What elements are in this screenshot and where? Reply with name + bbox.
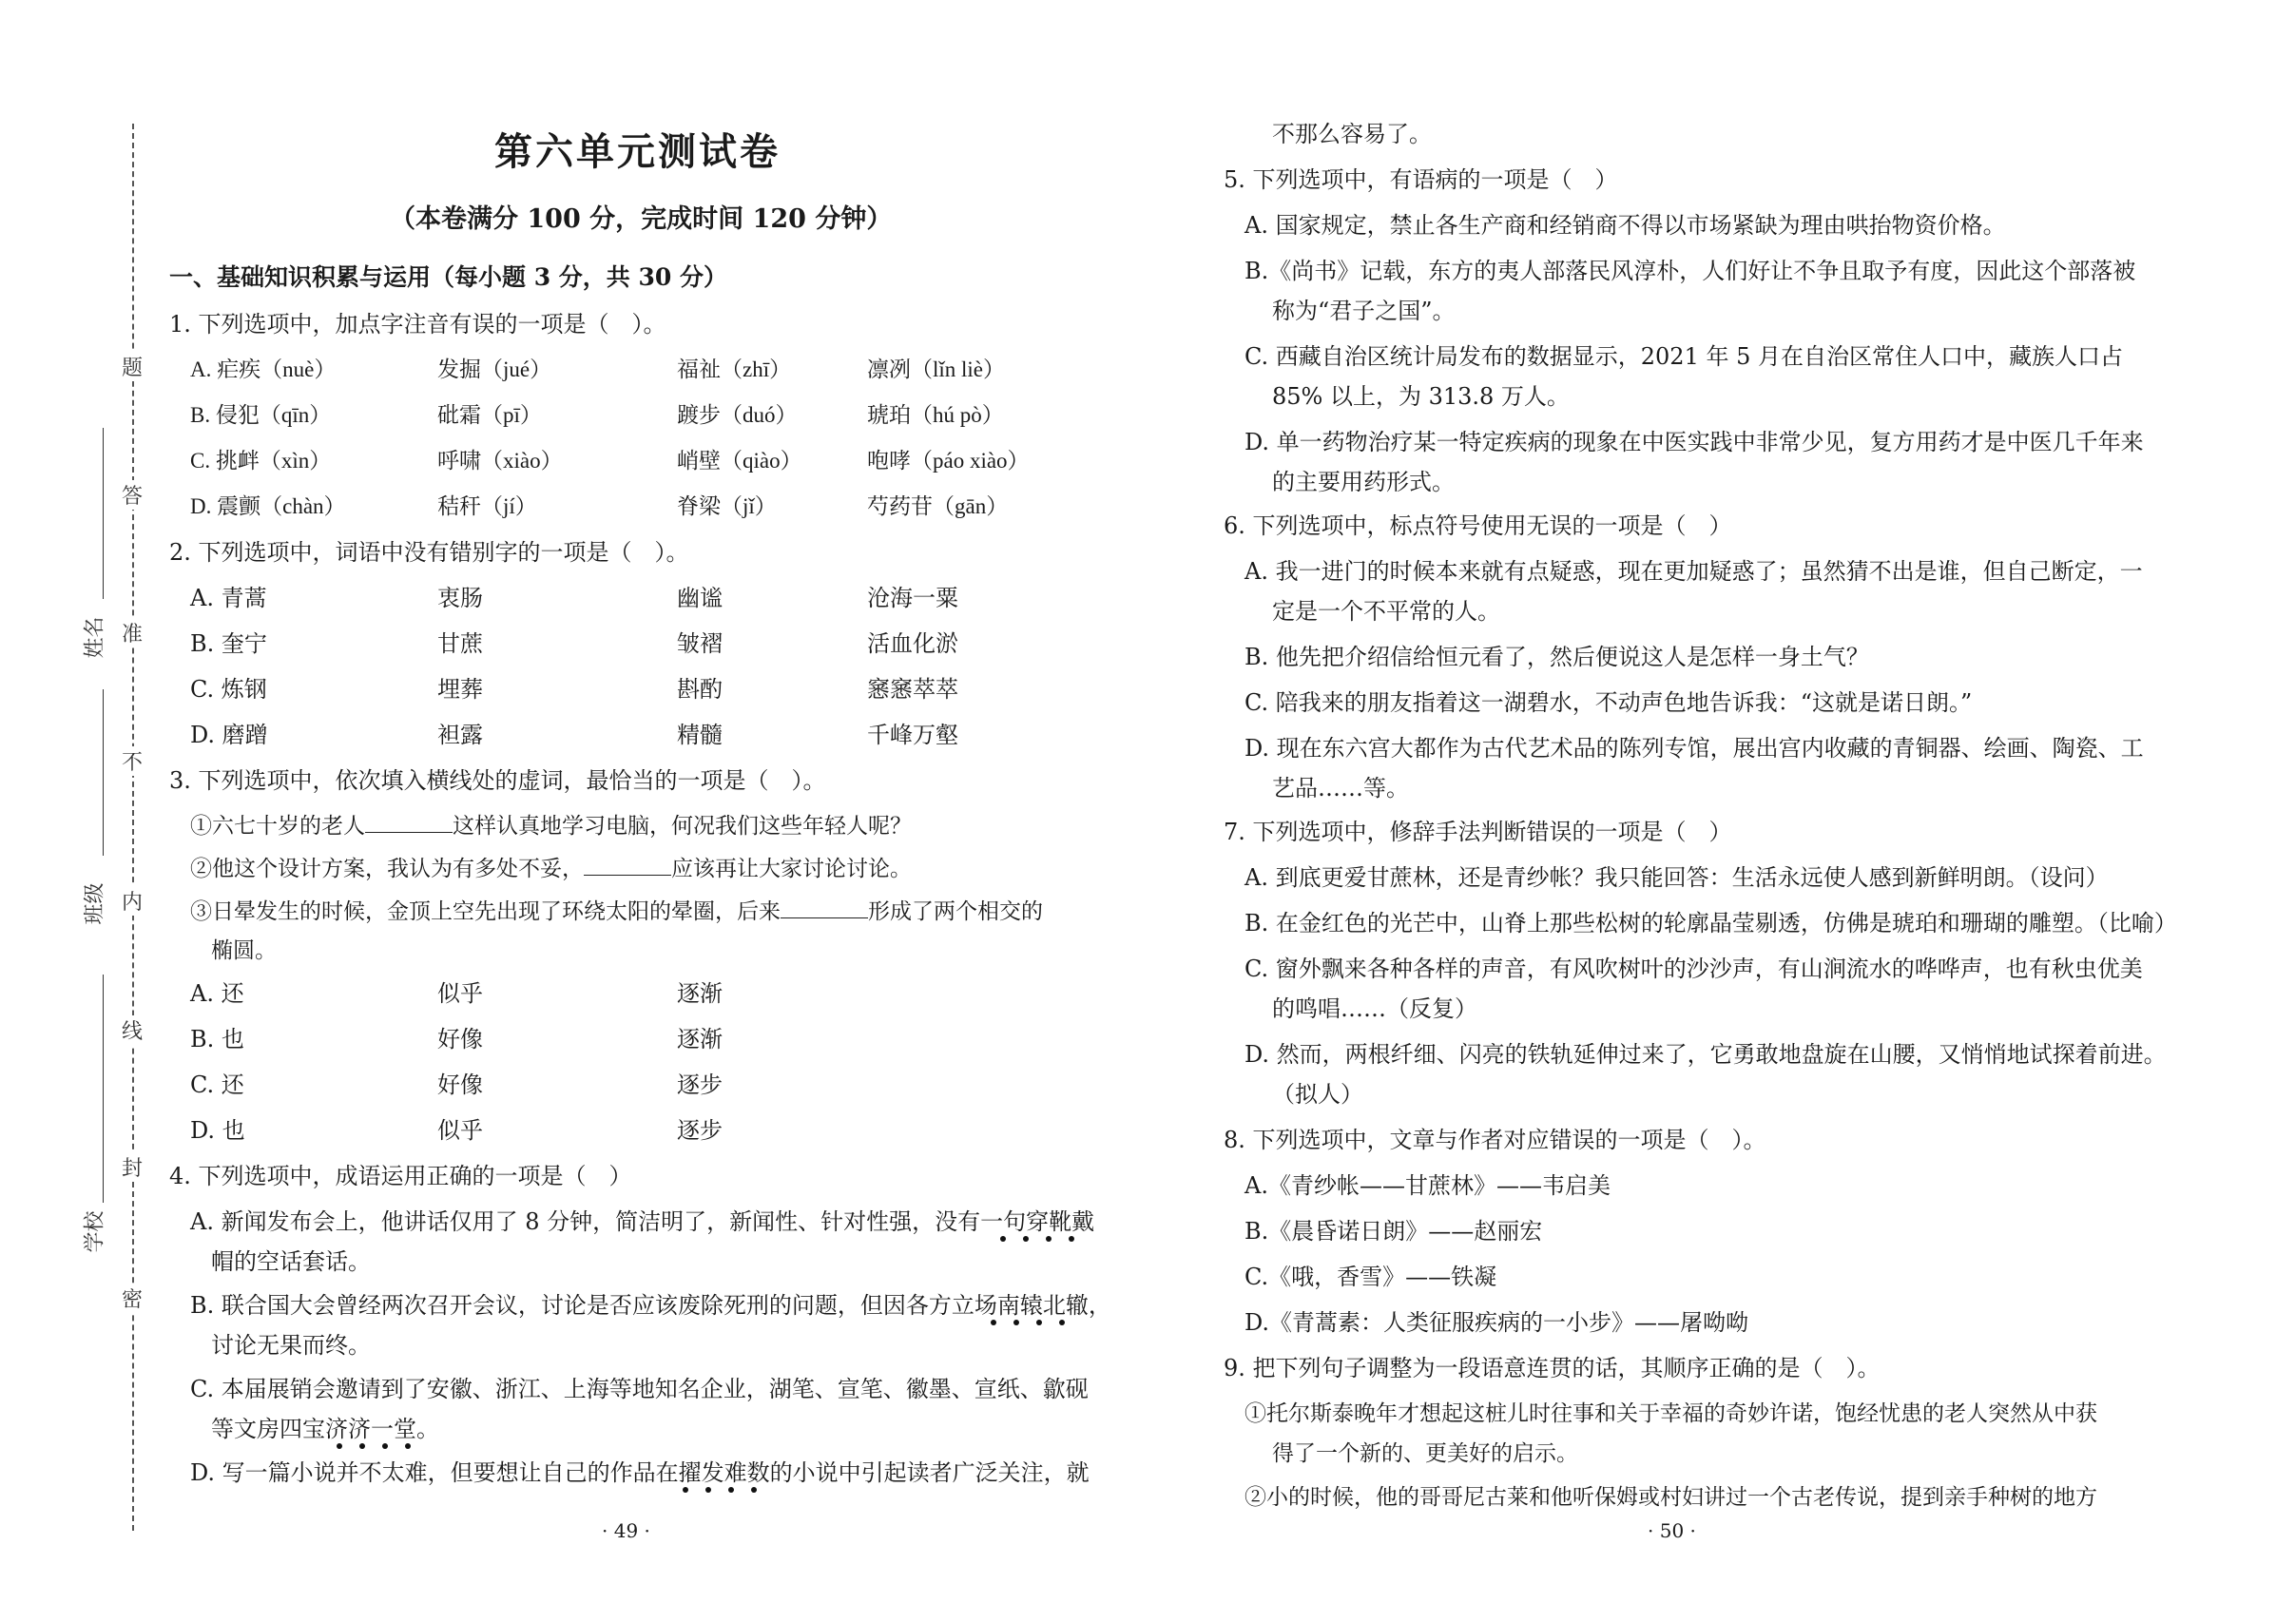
q2-option-a-2: 衷肠	[437, 585, 483, 611]
q7-option-b: B. 在金红色的光芒中，山脊上那些松树的轮廓晶莹剔透，仿佛是琥珀和珊瑚的雕塑。（比喻）	[1244, 910, 2177, 937]
emphasis-dots	[979, 1318, 1074, 1327]
q2-option-a-1: A. 青蒿	[190, 585, 267, 611]
q3-option-b-3: 逐渐	[677, 1026, 723, 1052]
seal-char: 封	[122, 1152, 143, 1182]
q6-option-c: C. 陪我来的朋友指着这一湖碧水，不动声色地告诉我：“这就是诺日朗。”	[1244, 689, 1973, 716]
q1-option-a-3: 福祉（zhī）	[677, 357, 792, 381]
q9-sentence-1: ①托尔斯泰晚年才想起这桩儿时往事和关于幸福的奇妙许诺，饱经忧患的老人突然从中获	[1244, 1401, 2097, 1426]
q2-option-c-1: C. 炼钢	[190, 676, 267, 703]
q2-option-d-3: 精髓	[677, 722, 723, 748]
fill-blank	[781, 897, 868, 918]
class-underline	[103, 689, 104, 856]
page-number-right: · 50 ·	[1648, 1519, 1696, 1542]
q8-option-a: A.《青纱帐——甘蔗林》——韦启美	[1244, 1172, 1611, 1199]
q2-option-b-3: 皱褶	[677, 630, 723, 657]
q4-option-a-cont: 帽的空话套话。	[211, 1248, 371, 1275]
question-9: 9. 把下列句子调整为一段语意连贯的话，其顺序正确的是（ ）。	[1224, 1355, 1881, 1381]
q4-option-b: B. 联合国大会曾经两次召开会议，讨论是否应该废除死刑的问题，但因各方立场南辕北辙，	[190, 1292, 1111, 1319]
seal-char: 答	[122, 480, 143, 510]
q6-option-d-cont: 艺品……等。	[1272, 775, 1409, 801]
q2-option-c-3: 斟酌	[677, 676, 723, 703]
q3-option-b-2: 好像	[437, 1026, 483, 1052]
q3-option-c-2: 好像	[437, 1072, 483, 1098]
q2-option-d-2: 袒露	[437, 722, 483, 748]
q4-option-d-cont: 不那么容易了。	[1272, 121, 1432, 147]
q2-option-d-1: D. 磨蹭	[190, 722, 268, 748]
question-5: 5. 下列选项中，有语病的一项是（ ）	[1224, 166, 1618, 193]
q1-option-d-4: 芍药苷（gān）	[867, 494, 1009, 518]
q5-option-a: A. 国家规定，禁止各生产商和经销商不得以市场紧缺为理由哄抬物资价格。	[1244, 212, 2006, 239]
q4-option-a: A. 新闻发布会上，他讲话仅用了 8 分钟，简洁明了，新闻性、针对性强，没有一句穿靴戴	[190, 1208, 1095, 1235]
fill-blank	[584, 854, 671, 876]
question-7: 7. 下列选项中，修辞手法判断错误的一项是（ ）	[1224, 819, 1732, 845]
q5-option-b-cont: 称为“君子之国”。	[1272, 298, 1456, 324]
q9-sentence-2: ②小的时候，他的哥哥尼古莱和他听保姆或村妇讲过一个古老传说，提到亲手种树的地方	[1244, 1485, 2097, 1510]
q2-option-b-4: 活血化淤	[867, 630, 958, 657]
q1-option-d-3: 脊梁（jǐ）	[677, 494, 777, 518]
q1-option-b-1: B. 侵犯（qīn）	[190, 403, 332, 427]
q3-sentence-1: ①六七十岁的老人 这样认真地学习电脑，何况我们这些年轻人呢？	[190, 811, 912, 840]
fill-blank	[365, 811, 453, 833]
q5-option-b: B.《尚书》记载，东方的夷人部落民风淳朴，人们好让不争且取予有度，因此这个部落被	[1244, 258, 2136, 284]
emphasis-dots	[671, 1485, 766, 1495]
q7-option-d-cont: （拟人）	[1272, 1081, 1363, 1108]
seal-char: 不	[122, 746, 143, 776]
seal-char: 内	[122, 886, 143, 916]
class-label: 班级	[83, 882, 107, 925]
q4-option-c-cont: 等文房四宝济济一堂。	[211, 1416, 439, 1442]
q7-option-c-cont: 的鸣唱……（反复）	[1272, 995, 1477, 1022]
q8-option-d: D.《青蒿素：人类征服疾病的一小步》——屠呦呦	[1244, 1309, 1749, 1336]
q1-option-c-1: C. 挑衅（xìn）	[190, 449, 332, 473]
q6-option-d: D. 现在东六宫大都作为古代艺术品的陈列专馆，展出宫内收藏的青铜器、绘画、陶瓷、工	[1244, 735, 2144, 762]
q1-option-c-4: 咆哮（páo xiào）	[867, 449, 1030, 473]
school-label: 学校	[83, 1210, 107, 1253]
emphasis-dots	[989, 1234, 1084, 1244]
q6-option-b: B. 他先把介绍信给恒元看了，然后便说这人是怎样一身土气？	[1244, 644, 1869, 670]
q3-option-b-1: B. 也	[190, 1026, 244, 1052]
page-title: 第六单元测试卷	[494, 129, 781, 174]
q1-option-a-4: 凛冽（lǐn liè）	[867, 357, 1006, 381]
q1-option-a-2: 发掘（jué）	[437, 357, 552, 381]
q3-option-d-2: 似乎	[437, 1117, 483, 1144]
q4-option-c: C. 本届展销会邀请到了安徽、浙江、上海等地知名企业，湖笔、宣笔、徽墨、宣纸、歙砚	[190, 1376, 1089, 1402]
q3-option-a-1: A. 还	[190, 980, 244, 1007]
q3-option-a-2: 似乎	[437, 980, 483, 1007]
binding-dashed-line	[132, 124, 134, 1531]
q5-option-c: C. 西藏自治区统计局发布的数据显示，2021 年 5 月在自治区常住人口中，藏族人口占	[1244, 343, 2123, 370]
q1-option-b-2: 砒霜（pī）	[437, 403, 542, 427]
section-heading: 一、基础知识积累与运用（每小题 3 分，共 30 分）	[169, 263, 728, 291]
q3-sentence-3-cont: 椭圆。	[211, 938, 277, 963]
q2-option-b-1: B. 奎宁	[190, 630, 267, 657]
q1-option-d-2: 秸秆（jí）	[437, 494, 537, 518]
q8-option-c: C.《哦，香雪》——铁凝	[1244, 1264, 1497, 1290]
q1-option-b-3: 踱步（duó）	[677, 403, 798, 427]
name-underline	[103, 428, 104, 599]
q3-option-d-1: D. 也	[190, 1117, 245, 1144]
q1-option-a-1: A. 疟疾（nuè）	[190, 357, 337, 381]
q2-option-a-4: 沧海一粟	[867, 585, 958, 611]
q1-option-d-1: D. 震颤（chàn）	[190, 494, 346, 518]
q2-option-d-4: 千峰万壑	[867, 722, 958, 748]
seal-char: 线	[122, 1015, 143, 1045]
q3-sentence-3: ③日晕发生的时候，金顶上空先出现了环绕太阳的晕圈，后来 形成了两个相交的	[190, 897, 1043, 926]
seal-char: 题	[122, 352, 143, 381]
q1-option-b-4: 琥珀（hú pò）	[867, 403, 1004, 427]
page-number-left: · 49 ·	[602, 1519, 650, 1542]
question-6: 6. 下列选项中，标点符号使用无误的一项是（ ）	[1224, 512, 1732, 539]
question-4: 4. 下列选项中，成语运用正确的一项是（ ）	[169, 1163, 632, 1189]
page-subtitle: （本卷满分 100 分，完成时间 120 分钟）	[390, 204, 893, 234]
name-label: 姓名	[83, 616, 107, 659]
question-3: 3. 下列选项中，依次填入横线处的虚词，最恰当的一项是（ ）。	[169, 767, 826, 794]
q2-option-b-2: 甘蔗	[437, 630, 483, 657]
q1-option-c-2: 呼啸（xiào）	[437, 449, 563, 473]
question-1: 1. 下列选项中，加点字注音有误的一项是（ ）。	[169, 311, 666, 338]
q2-option-c-4: 窸窸萃萃	[867, 676, 958, 703]
q3-option-d-3: 逐步	[677, 1117, 723, 1144]
q6-option-a-cont: 定是一个不平常的人。	[1272, 598, 1500, 625]
q2-option-c-2: 埋葬	[437, 676, 483, 703]
q3-sentence-2: ②他这个设计方案，我认为有多处不妥， 应该再让大家讨论讨论。	[190, 854, 912, 883]
seal-char: 密	[122, 1284, 143, 1313]
q5-option-d: D. 单一药物治疗某一特定疾病的现象在中医实践中非常少见，复方用药才是中医几千年来	[1244, 429, 2144, 455]
q1-option-c-3: 峭壁（qiào）	[677, 449, 802, 473]
question-2: 2. 下列选项中，词语中没有错别字的一项是（ ）。	[169, 539, 689, 566]
q7-option-a: A. 到底更爱甘蔗林，还是青纱帐？我只能回答：生活永远使人感到新鲜明朗。（设问）	[1244, 864, 2109, 891]
emphasis-dots	[325, 1441, 420, 1451]
q7-option-d: D. 然而，两根纤细、闪亮的铁轨延伸过来了，它勇敢地盘旋在山腰，又悄悄地试探着前进。	[1244, 1041, 2167, 1068]
q4-option-b-cont: 讨论无果而终。	[211, 1332, 371, 1359]
q4-option-d: D. 写一篇小说并不太难，但要想让自己的作品在擢发难数的小说中引起读者广泛关注，就	[190, 1459, 1090, 1486]
q6-option-a: A. 我一进门的时候本来就有点疑惑，现在更加疑惑了；虽然猜不出是谁，但自己断定，一	[1244, 558, 2143, 585]
q3-option-c-3: 逐步	[677, 1072, 723, 1098]
q7-option-c: C. 窗外飘来各种各样的声音，有风吹树叶的沙沙声，有山涧流水的哗哗声，也有秋虫优美	[1244, 956, 2143, 982]
q5-option-c-cont: 85% 以上，为 313.8 万人。	[1272, 383, 1570, 410]
q5-option-d-cont: 的主要用药形式。	[1272, 469, 1455, 495]
q8-option-b: B.《晨昏诺日朗》——赵丽宏	[1244, 1218, 1543, 1245]
question-8: 8. 下列选项中，文章与作者对应错误的一项是（ ）。	[1224, 1127, 1766, 1153]
seal-char: 准	[122, 618, 143, 647]
school-underline	[103, 975, 104, 1203]
q3-option-a-3: 逐渐	[677, 980, 723, 1007]
q3-option-c-1: C. 还	[190, 1072, 244, 1098]
q2-option-a-3: 幽谧	[677, 585, 723, 611]
q9-sentence-1-cont: 得了一个新的、更美好的启示。	[1272, 1441, 1578, 1466]
